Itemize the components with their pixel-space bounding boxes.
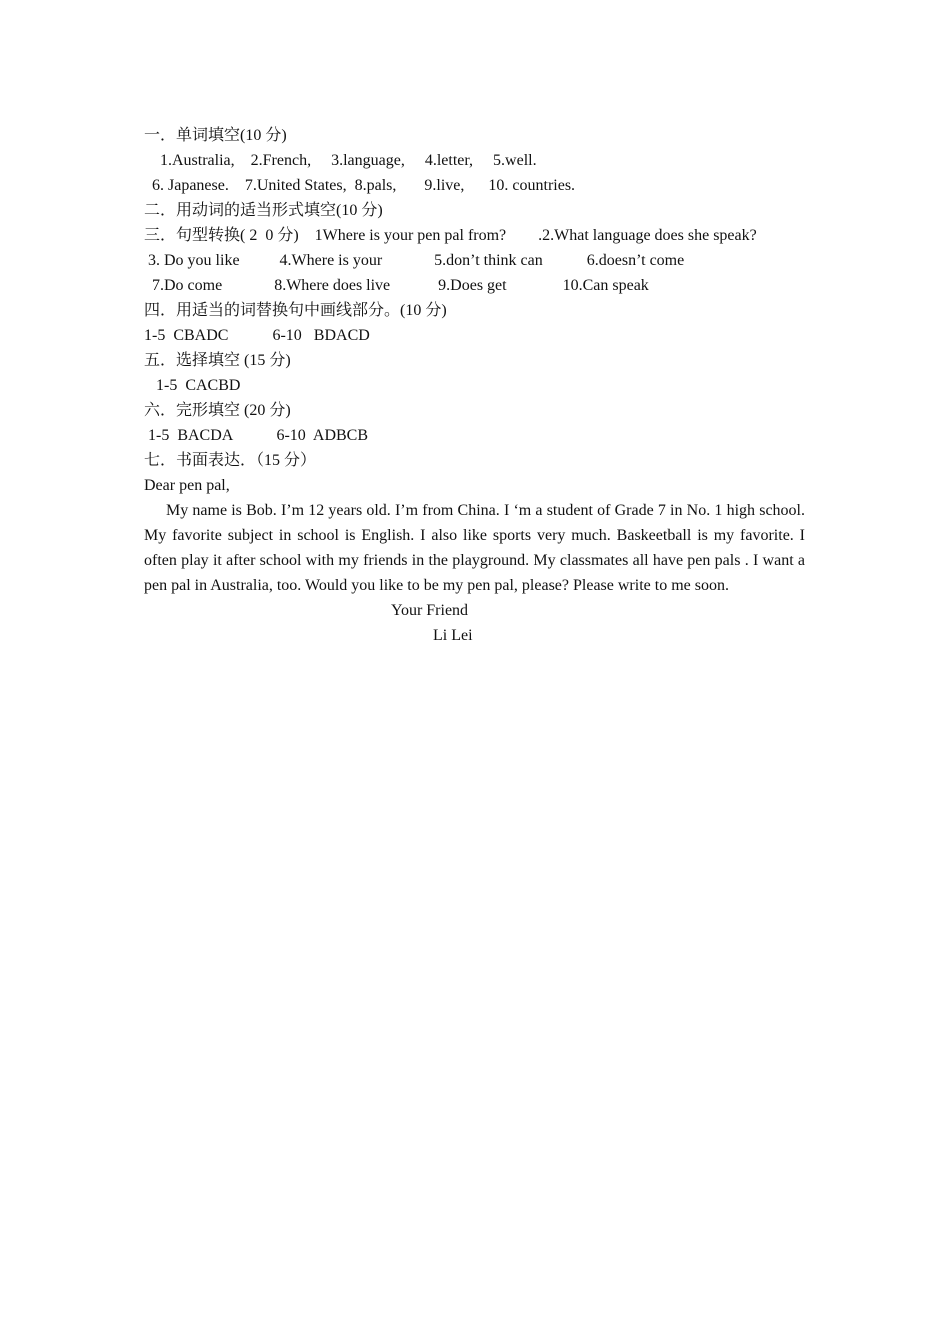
- section-1-answers-line-2: 6. Japanese. 7.United States, 8.pals, 9.live, 10. countries.: [144, 177, 576, 194]
- letter-closing: Your Friend: [391, 602, 469, 619]
- section-6-answers: 1-5 BACDA 6-10 ADBCB: [144, 427, 369, 444]
- letter-greeting: Dear pen pal,: [144, 477, 230, 494]
- section-1-heading: 一．单词填空(10 分): [144, 127, 287, 144]
- section-3-heading: 三．句型转换( 2 0 分) 1Where is your pen pal from? .2.What language does she speak?: [144, 227, 757, 244]
- section-3-answers-line-3: 7.Do come 8.Where does live 9.Does get 10.Can speak: [144, 277, 649, 294]
- section-4-heading: 四．用适当的词替换句中画线部分。(10 分): [144, 302, 447, 319]
- section-2-heading: 二．用动词的适当形式填空(10 分): [144, 202, 383, 219]
- letter-body: My name is Bob. I’m 12 years old. I’m from China. I ‘m a student of Grade 7 in No. 1 high school. My favorite subject in school is English. I also like sports very much. Baskeetball is my favorite. I often play it after school with my friends in the playground. My classmates all have pen pals . I want a pen pal in Australia, too. Would you like to be my pen pal, please? Please write to me soon.: [144, 502, 805, 594]
- answer-key: [144, 123, 805, 648]
- section-3-answers-line-2: 3. Do you like 4.Where is your 5.don’t think can 6.doesn’t come: [144, 252, 685, 269]
- section-6-heading: 六．完形填空 (20 分): [144, 402, 291, 419]
- section-5-answers: 1-5 CACBD: [144, 377, 241, 394]
- section-1-answers-line-1: 1.Australia, 2.French, 3.language, 4.letter, 5.well.: [144, 152, 537, 169]
- section-7-heading: 七．书面表达．（15 分）: [144, 452, 317, 469]
- section-4-answers: 1-5 CBADC 6-10 BDACD: [144, 327, 370, 344]
- letter-signature: Li Lei: [433, 627, 473, 644]
- section-5-heading: 五．选择填空 (15 分): [144, 352, 291, 369]
